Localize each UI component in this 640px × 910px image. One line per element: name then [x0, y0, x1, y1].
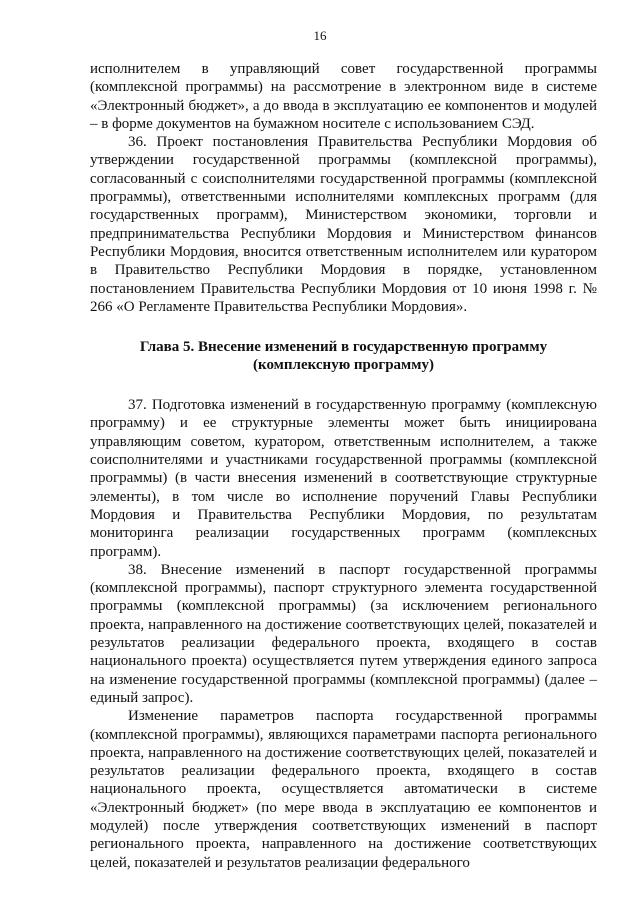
document-body — [90, 60, 597, 872]
chapter-heading: Глава 5. Внесение изменений в государственную программу (комплексную программу) — [139, 339, 548, 374]
page-number: 16 — [313, 28, 327, 43]
paragraph-parameters-change: Изменение параметров паспорта государственной программы (комплексной программы), являющихся параметрами паспорта регионального проекта, направленного на достижение соответствующих целей, показателей и результатов реализации федерального проекта, входящего в состав национального проекта, осуществляется автоматически в системе «Электронный бюджет» (по мере ввода в эксплуатацию ее компонентов и модулей) после утверждения соответствующих изменений в паспорт регионального проекта, направленного на достижение соответствующих целей, показателей и результатов реализации федерального — [90, 708, 597, 871]
paragraph-37: 37. Подготовка изменений в государственную программу (комплексную программу) и ее структурные элементы может быть инициирована управляющим советом, куратором, ответственным исполнителем, а также соисполнителями и участниками государственной программы (комплексной программы) (в части внесения изменений в соответствующие структурные элементы), в том числе во исполнение поручений Главы Республики Мордовия и Правительства Республики Мордовия, по результатам мониторинга реализации государственных программ (комплексных программ). — [90, 397, 597, 560]
paragraph-36: 36. Проект постановления Правительства Республики Мордовия об утверждении государственной программы (комплексной программы), согласованный с соисполнителями государственной программы (комплексной программы), ответственными исполнителями комплексных программ (для государственных программ), Министерством экономики, торговли и предпринимательства Республики Мордовия и Министерством финансов Республики Мордовия, вносится ответственным исполнителем или куратором в Правительство Республики Мордовия в порядке, установленном постановлением Правительства Республики Мордовия от 10 июня 1998 г. № 266 «О Регламенте Правительства Республики Мордовия». — [90, 134, 597, 315]
paragraph-38: 38. Внесение изменений в паспорт государственной программы (комплексной программы), паспорт структурного элемента государственной программы (комплексной программы) (за исключением регионального проекта, направленного на достижение соответствующих целей, показателей и результатов реализации федерального проекта, входящего в состав национального проекта) осуществляется путем утверждения единого запроса на изменение государственной программы (комплексной программы) (далее – единый запрос). — [90, 561, 597, 706]
paragraph-continuation: исполнителем в управляющий совет государственной программы (комплексной программы) на рассмотрение в электронном виде в системе «Электронный бюджет», а до ввода в эксплуатацию ее компонентов и модулей – в форме документов на бумажном носителе с использованием СЭД. — [90, 61, 597, 132]
